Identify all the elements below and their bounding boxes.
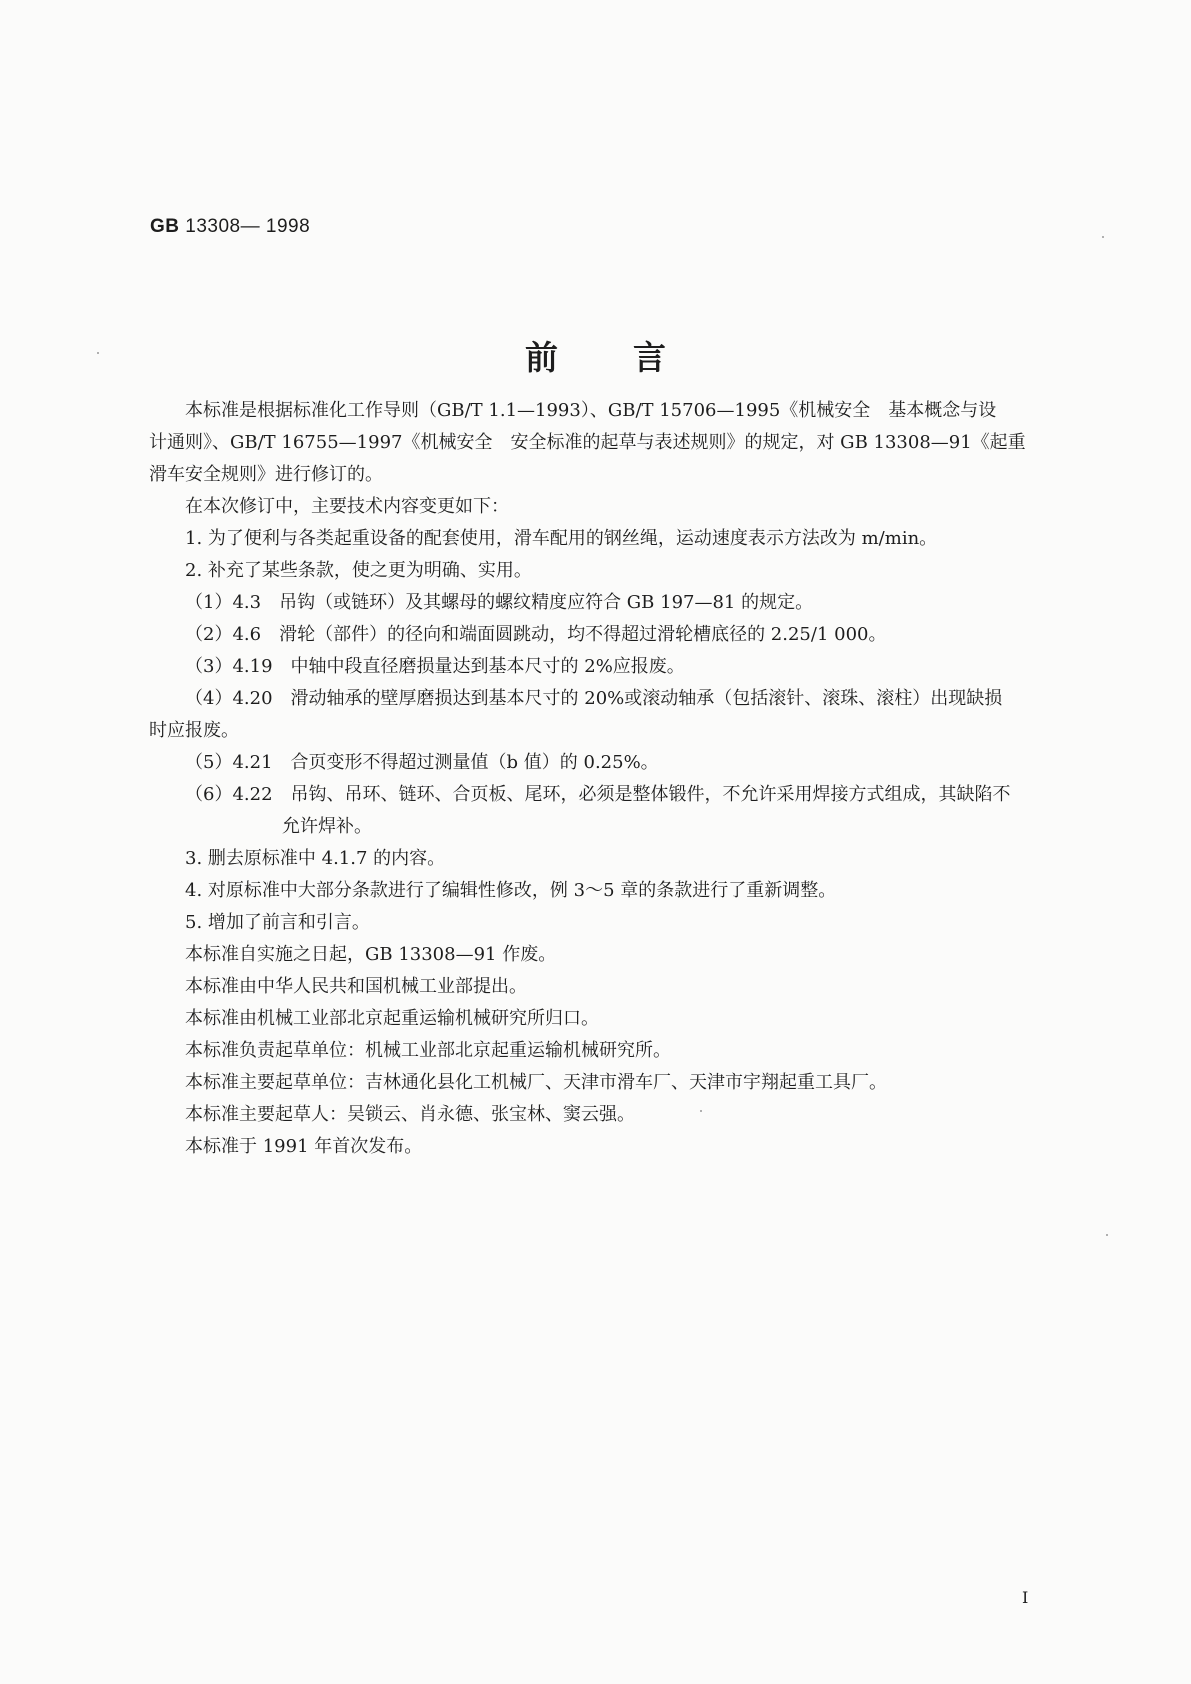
scan-speck	[1102, 236, 1104, 238]
scan-speck	[1106, 1234, 1108, 1236]
sub-item-6-line2: 允许焊补。	[282, 816, 372, 837]
foreword-body	[149, 395, 1040, 1163]
standard-number-header	[150, 216, 310, 238]
sub-item-5: （5）4.21 合页变形不得超过测量值（b 值）的 0.25%。	[185, 752, 659, 773]
list-item-4: 4. 对原标准中大部分条款进行了编辑性修改，例 3～5 章的条款进行了重新调整。	[185, 880, 837, 901]
list-item-3: 3. 删去原标准中 4.1.7 的内容。	[185, 848, 446, 869]
sub-item-4-line1: （4）4.20 滑动轴承的壁厚磨损达到基本尺寸的 20%或滚动轴承（包括滚针、滚珠、滚柱）出现缺损	[185, 688, 1003, 709]
paragraph-intro-line1: 本标准是根据标准化工作导则（GB/T 1.1—1993）、GB/T 15706—1995《机械安全 基本概念与设	[185, 400, 997, 421]
statement-responsible-drafter: 本标准负责起草单位：机械工业部北京起重运输机械研究所。	[185, 1040, 671, 1061]
standard-code: 13308— 1998	[185, 216, 311, 237]
sub-item-3: （3）4.19 中轴中段直径磨损量达到基本尺寸的 2%应报废。	[185, 656, 685, 677]
paragraph-changes-intro: 在本次修订中，主要技术内容变更如下：	[185, 496, 509, 517]
page-number: I	[1022, 1588, 1029, 1607]
list-item-1: 1. 为了便利与各类起重设备的配套使用，滑车配用的钢丝绳，运动速度表示方法改为 m/min。	[185, 528, 938, 549]
sub-item-1: （1）4.3 吊钩（或链环）及其螺母的螺纹精度应符合 GB 197—81 的规定。	[185, 592, 814, 613]
statement-supersede: 本标准自实施之日起，GB 13308—91 作废。	[185, 944, 557, 965]
sub-item-2: （2）4.6 滑轮（部件）的径向和端面圆跳动，均不得超过滑轮槽底径的 2.25/1 000。	[185, 624, 887, 645]
statement-main-drafters: 本标准主要起草人：吴锁云、肖永德、张宝林、窦云强。	[185, 1104, 635, 1125]
statement-proposer: 本标准由中华人民共和国机械工业部提出。	[185, 976, 527, 997]
scan-speck	[97, 352, 99, 354]
scan-speck	[700, 1110, 702, 1112]
list-item-2: 2. 补充了某些条款，使之更为明确、实用。	[185, 560, 532, 581]
sub-item-4-line2: 时应报废。	[149, 720, 239, 741]
paragraph-intro-line2: 计通则》、GB/T 16755—1997《机械安全 安全标准的起草与表述规则》的规定，对 GB 13308—91《起重	[149, 432, 1026, 453]
statement-first-release: 本标准于 1991 年首次发布。	[185, 1136, 423, 1157]
statement-centralized: 本标准由机械工业部北京起重运输机械研究所归口。	[185, 1008, 599, 1029]
standard-prefix: GB	[150, 216, 180, 237]
statement-main-drafting-units: 本标准主要起草单位：吉林通化县化工机械厂、天津市滑车厂、天津市宇翔起重工具厂。	[185, 1072, 887, 1093]
list-item-5: 5. 增加了前言和引言。	[185, 912, 370, 933]
page-title: 前言	[525, 338, 741, 377]
sub-item-6-line1: （6）4.22 吊钩、吊环、链环、合页板、尾环，必须是整体锻件，不允许采用焊接方式组成，其缺陷不	[185, 784, 1011, 805]
paragraph-intro-line3: 滑车安全规则》进行修订的。	[149, 464, 383, 485]
